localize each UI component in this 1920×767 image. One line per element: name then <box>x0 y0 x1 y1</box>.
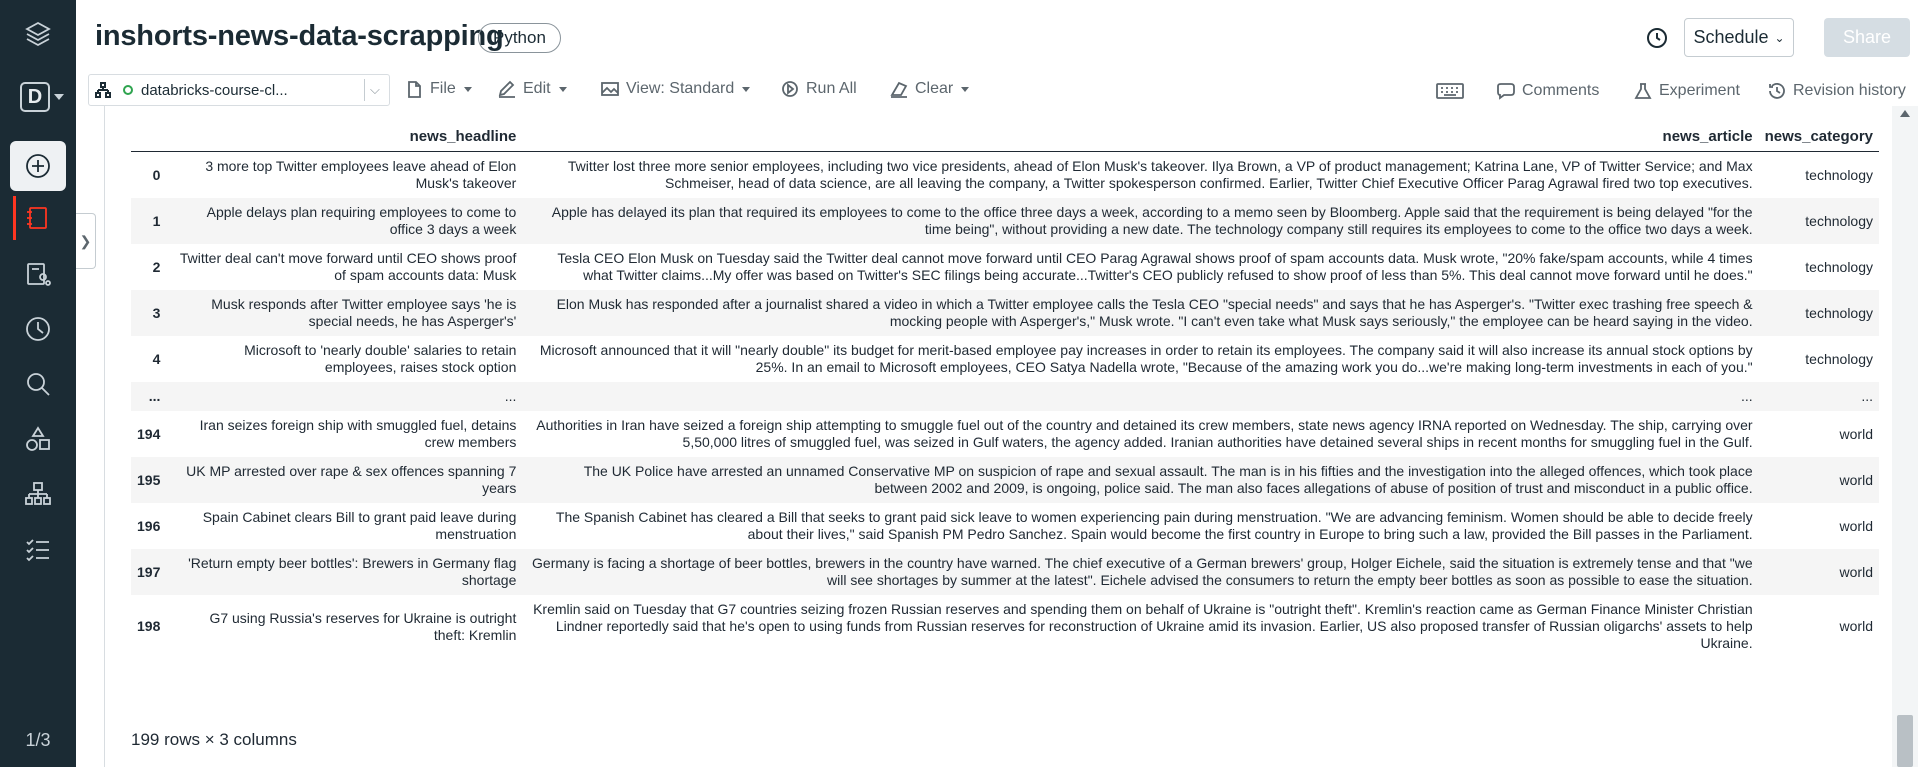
table-row <box>131 336 1879 382</box>
table-row <box>131 411 1879 457</box>
schedule-label: Schedule <box>1693 27 1769 47</box>
table-row <box>131 382 1879 411</box>
keyboard-shortcuts-icon[interactable] <box>1436 82 1464 100</box>
news-article-cell: ... <box>522 382 1758 411</box>
clear-eraser-icon <box>889 80 909 98</box>
file-menu[interactable] <box>404 80 472 98</box>
cluster-divider <box>364 79 365 101</box>
news-category-cell: technology <box>1805 258 1873 275</box>
revision-history-button[interactable] <box>1767 82 1906 100</box>
page-indicator: 1/3 <box>25 730 51 750</box>
data-shapes-icon[interactable] <box>16 417 60 461</box>
recents-clock-icon[interactable] <box>16 307 60 351</box>
row-index: 1 <box>131 198 172 244</box>
schedule-clock-icon[interactable] <box>1646 27 1668 49</box>
file-caret-icon <box>464 87 472 92</box>
news-headline-cell: Spain Cabinet clears Bill to grant paid leave during menstruation <box>202 509 517 542</box>
run-play-icon <box>780 80 800 98</box>
row-index: 2 <box>152 258 161 275</box>
databricks-logo-icon[interactable] <box>16 12 60 56</box>
cluster-name: databricks-course-cl... <box>141 81 288 99</box>
edit-caret-icon <box>559 87 567 92</box>
edit-label: Edit <box>523 80 551 97</box>
comments-icon <box>1496 82 1516 100</box>
news-headline-cell: Musk responds after Twitter employee says 'he is special needs, he has Asperger's' <box>172 290 522 336</box>
news-headline-cell: 'Return empty beer bottles': Brewers in Germany flag shortage <box>172 549 522 595</box>
table-row <box>131 457 1879 503</box>
scroll-up-arrow-icon[interactable] <box>1900 110 1910 117</box>
revision-history-label: Revision history <box>1793 82 1906 99</box>
news-category-cell: world <box>1759 549 1879 595</box>
row-index: 198 <box>137 618 161 634</box>
column-header: news_category <box>1759 120 1879 152</box>
comments-label: Comments <box>1522 82 1600 99</box>
news-category-cell: world <box>1839 517 1873 534</box>
column-header: news_headline <box>172 120 522 152</box>
file-icon <box>404 80 424 98</box>
news-headline-cell: Microsoft to 'nearly double' salaries to retain employees, raises stock option <box>244 342 517 375</box>
column-header: news_article <box>522 120 1758 152</box>
edit-menu[interactable] <box>497 80 567 98</box>
news-category-cell: ... <box>1759 382 1879 411</box>
row-index: ... <box>131 382 172 411</box>
news-headline-cell: UK MP arrested over rape & sex offences spanning 7 years <box>172 457 522 503</box>
news-category-cell: technology <box>1759 198 1879 244</box>
news-headline-cell: 3 more top Twitter employees leave ahead of Elon Musk's takeover <box>205 158 517 191</box>
run-all-label: Run All <box>806 80 857 97</box>
file-label: File <box>430 80 456 97</box>
jobs-checklist-icon[interactable] <box>16 527 60 571</box>
news-category-cell: world <box>1759 457 1879 503</box>
news-article-cell: Tesla CEO Elon Musk on Tuesday said the Twitter deal cannot move forward until CEO Parag Agrawal shows proof of spam accounts data. Musk wrote, "20% fake/spam accounts, while 4 times what Twitter claims...My offer was based on Twitter's SEC filings being accurate...Twitter's CEO publicly refused to show proof of less than 5%. This deal cannot move forward until he does." <box>557 250 1753 283</box>
share-button[interactable]: Share <box>1824 18 1910 57</box>
news-headline-cell: Iran seizes foreign ship with smuggled fuel, detains crew members <box>199 417 517 450</box>
run-all-button[interactable] <box>780 80 857 98</box>
comments-button[interactable] <box>1496 82 1599 100</box>
dataframe-table <box>131 120 1879 658</box>
table-row <box>131 549 1879 595</box>
table-row <box>131 290 1879 336</box>
news-article-cell: The UK Police have arrested an unnamed Conservative MP on suspicion of rape and sexual assault. The man is in his fifties and the investigation into the alleged offences, which took place between 2002 and 2009, is ongoing, police said. The man also faces allegations of abuse of position of trust and misconduct in a public office. <box>522 457 1758 503</box>
table-row <box>131 595 1879 658</box>
cluster-status-icon <box>123 85 133 95</box>
news-headline-cell: Apple delays plan requiring employees to come to office 3 days a week <box>172 198 522 244</box>
news-article-cell: The Spanish Cabinet has cleared a Bill that seeks to grant paid sick leave to women experiencing pain during menstruation. "We are advancing feminism. Women should be able to decide freely about their lives," said Spanish PM Pedro Sanchez. Spain would become the first country in Europe to bring such a law, provided the Bill passes in the Parliament. <box>555 509 1753 542</box>
create-icon[interactable] <box>10 141 66 191</box>
news-category-cell: technology <box>1805 350 1873 367</box>
news-article-cell: Germany is facing a shortage of beer bottles, brewers in the country have warned. The chief executive of a German brewers' group, Holger Eichele, said the situation is extremely tense and that "we will see shortages by summer at the latest". Eichele advised the consumers to return the empty beer bottles as soon as possible to ease the situation. <box>522 549 1758 595</box>
cluster-tree-icon <box>95 82 113 98</box>
experiment-label: Experiment <box>1659 82 1740 99</box>
scrollbar-thumb[interactable] <box>1897 715 1913 767</box>
news-article-cell: Elon Musk has responded after a journalist shared a video in which a Twitter employee calls the Tesla CEO "special needs" and says that he has Asperger's. "Twitter exec trashing free speech & mocking people with Asperger's," Musk wrote. "I can't even take what Musk says seriously," the employee can be heard saying in the video. <box>522 290 1758 336</box>
news-headline-cell: ... <box>172 382 522 411</box>
news-article-cell: Microsoft announced that it will "nearly double" its budget for merit-based employee pay increases in order to retain its employees. The company said it will also increase its annual stock options by 25%. In an email to Microsoft employees, CEO Satya Nadella wrote, "Because of the amazing work you do...we're making long-term investments in each of you." <box>539 342 1753 375</box>
view-menu[interactable] <box>600 80 750 98</box>
expand-panel-chevron-right-icon[interactable]: ❯ <box>76 213 96 269</box>
table-header-row <box>131 120 1879 152</box>
news-category-cell: technology <box>1805 166 1873 183</box>
clear-caret-icon <box>961 87 969 92</box>
chevron-down-icon: ⌄ <box>1774 30 1785 45</box>
cluster-selector[interactable] <box>88 74 390 106</box>
revision-history-icon <box>1767 82 1787 100</box>
row-index: 0 <box>152 166 161 183</box>
repos-icon[interactable] <box>16 252 60 296</box>
row-index: 3 <box>131 290 172 336</box>
view-label: View: Standard <box>626 80 735 97</box>
cluster-chevron-down-icon[interactable]: ⌵ <box>370 82 380 97</box>
search-icon[interactable] <box>16 362 60 406</box>
index-header <box>131 120 172 152</box>
news-category-cell: world <box>1839 425 1873 442</box>
schedule-button[interactable] <box>1684 18 1794 57</box>
clear-label: Clear <box>915 80 954 97</box>
news-headline-cell: Twitter deal can't move forward until CEO shows proof of spam accounts data: Musk <box>179 250 517 283</box>
row-index: 4 <box>152 350 161 367</box>
workspace-switcher[interactable]: D <box>20 82 50 112</box>
notebook-icon[interactable] <box>13 196 57 240</box>
row-index: 196 <box>137 517 161 534</box>
vertical-scrollbar[interactable] <box>1892 106 1918 767</box>
news-headline-cell: G7 using Russia's reserves for Ukraine is outright theft: Kremlin <box>209 609 517 643</box>
clear-menu[interactable] <box>889 80 969 98</box>
table-row <box>131 198 1879 244</box>
left-sidebar <box>0 0 76 767</box>
news-category-cell: world <box>1839 618 1873 634</box>
row-index: 194 <box>137 425 161 442</box>
news-article-cell: Kremlin said on Tuesday that G7 countries seizing frozen Russian reserves and spending them on behalf of Ukraine is "outright theft". Kremlin's reaction came as German Finance Minister Christian Lindner reportedly said that he's open to using funds from Russian reserves for reconstruction of Ukraine amid its invasion. Earlier, US also proposed transfer of Russian oligarchs' assets to help Ukraine. <box>533 601 1753 651</box>
row-index: 197 <box>131 549 172 595</box>
view-caret-icon <box>742 87 750 92</box>
table-row <box>131 152 1879 199</box>
news-article-cell: Authorities in Iran have seized a foreign ship attempting to smuggle fuel out of the country and detained its crew members, state news agency IRNA reported on Wednesday. The ship, carrying over 5,50,000 litres of smuggled fuel, was seized in Gulf waters, the agency added. Iranian authorities have detained several ships in recent months for smuggling fuel in the Gulf. <box>536 417 1753 450</box>
experiment-flask-icon <box>1633 82 1653 100</box>
news-article-cell: Apple has delayed its plan that required its employees to come to the office three days a week, according to a memo seen by Bloomberg. Apple said that the requirement is being delayed "for the time being", without providing a new date. The technology company still requires its employees to come to the office two days a week. <box>522 198 1758 244</box>
edit-pencil-icon <box>497 80 517 98</box>
news-article-cell: Twitter lost three more senior employees, including two vice presidents, ahead of Elon Musk's takeover. Ilya Brown, a VP of product management; Katrina Lane, VP of Twitter Service; and Max Schmeiser, head of data science, are all leaving the company, a Twitter spokesperson confirmed. Earlier, Twitter Chief Executive Officer Parag Agrawal fired two top executives. <box>567 158 1753 191</box>
dataframe-shape: 199 rows × 3 columns <box>131 730 297 749</box>
row-index: 195 <box>131 457 172 503</box>
workspace-caret-icon[interactable] <box>54 94 64 100</box>
notebook-title[interactable]: inshorts-news-data-scrapping <box>95 20 504 52</box>
compute-cluster-icon[interactable] <box>16 472 60 516</box>
table-row <box>131 244 1879 290</box>
view-image-icon <box>600 80 620 98</box>
table-row <box>131 503 1879 549</box>
experiment-button[interactable] <box>1633 82 1740 100</box>
language-badge[interactable]: Python <box>478 23 561 53</box>
news-category-cell: technology <box>1759 290 1879 336</box>
